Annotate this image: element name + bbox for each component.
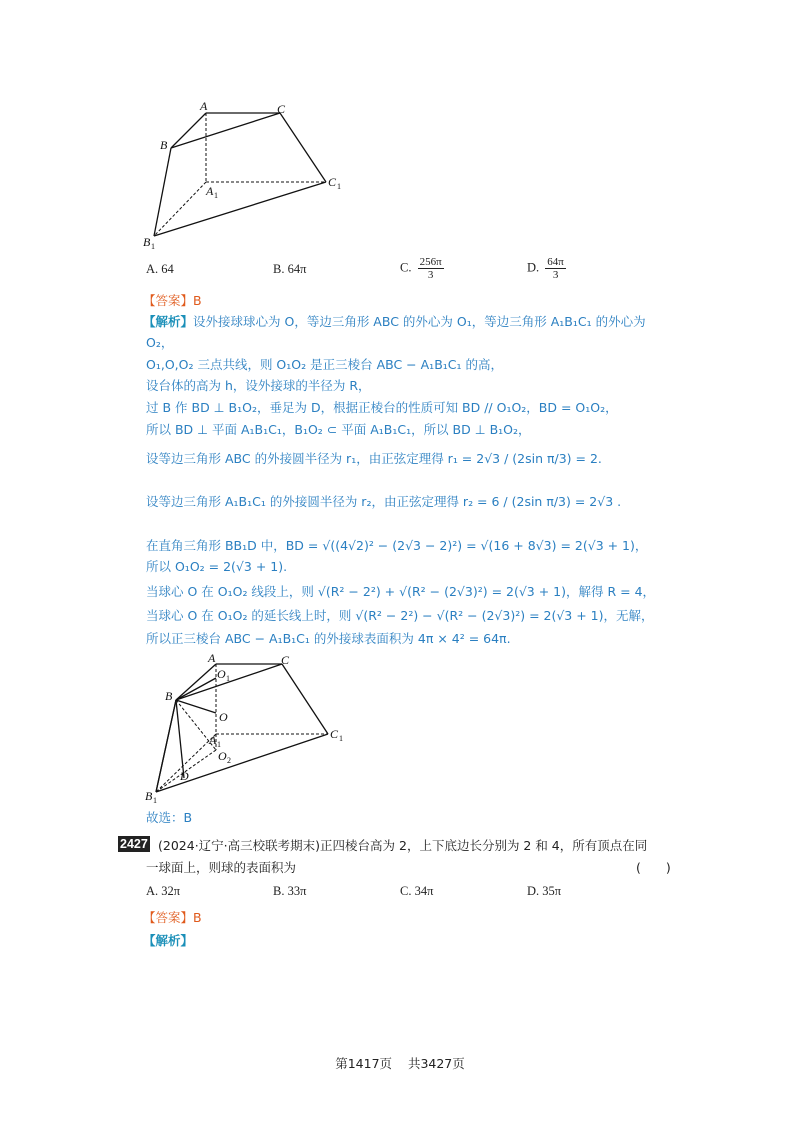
page-total: 共3427页 bbox=[407, 1056, 465, 1071]
figure-truncated-pyramid-2 bbox=[140, 650, 360, 805]
label-O2-sub: 2 bbox=[227, 756, 231, 765]
q2-solution bbox=[143, 930, 193, 949]
label-O1-sub: 1 bbox=[226, 674, 230, 683]
q1-option-c-prefix: C. bbox=[400, 260, 412, 275]
answer-value: B bbox=[193, 910, 202, 925]
solution-line-2: O₁,O,O₂ 三点共线，则 O₁O₂ 是正三棱台 ABC − A₁B₁C₁ 的高， bbox=[146, 357, 503, 372]
answer-value: B bbox=[193, 293, 202, 308]
label-A1: A bbox=[209, 733, 217, 747]
q2-option-c[interactable]: C. 34π bbox=[400, 884, 434, 898]
q1-option-d-num: 64π bbox=[547, 256, 564, 268]
solution-line-4: 过 B 作 BD ⊥ B₁O₂，垂足为 D，根据正棱台的性质可知 BD // O₁O₂，BD = O₁O₂， bbox=[146, 400, 618, 415]
q1-option-d-fraction bbox=[545, 256, 566, 281]
label-B1-sub: 1 bbox=[153, 796, 157, 805]
label-B: B bbox=[165, 689, 173, 703]
label-O2: O bbox=[218, 749, 227, 763]
answer-tag: 【答案】 bbox=[143, 910, 194, 925]
label-O: O bbox=[219, 710, 228, 724]
label-C1-sub: 1 bbox=[337, 182, 341, 191]
solution-line-9: 所以 O₁O₂ = 2(√3 + 1). bbox=[146, 559, 288, 574]
q1-option-d-prefix: D. bbox=[527, 260, 540, 275]
solution-line-12: 所以正三棱台 ABC − A₁B₁C₁ 的外接球表面积为 4π × 4² = 64π. bbox=[146, 631, 511, 646]
q2-option-a[interactable]: A. 32π bbox=[146, 884, 181, 898]
solution-line-0: 【解析】设外接球球心为 O，等边三角形 ABC 的外心为 O₁，等边三角形 A₁B₁C₁ 的外心为 bbox=[143, 314, 646, 329]
page-footer bbox=[0, 1054, 800, 1072]
q2-answer bbox=[143, 907, 202, 926]
answer-blank-paren: ( ) bbox=[636, 860, 671, 875]
label-B: B bbox=[160, 138, 168, 152]
figure-truncated-pyramid-1 bbox=[140, 100, 360, 250]
q1-option-c-fraction bbox=[418, 256, 444, 281]
label-C: C bbox=[281, 653, 290, 667]
solution-line-1: O₂， bbox=[146, 335, 174, 350]
solution-tag: 【解析】 bbox=[143, 933, 194, 948]
label-C1: C bbox=[330, 727, 339, 741]
q1-option-c[interactable] bbox=[400, 256, 444, 281]
label-A1-sub: 1 bbox=[214, 191, 218, 200]
solution-line-6: 设等边三角形 ABC 的外接圆半径为 r₁，由正弦定理得 r₁ = 2√3 / (2sin π/3) = 2. bbox=[146, 451, 602, 466]
q2-option-b[interactable]: B. 33π bbox=[273, 884, 307, 898]
label-A1: A bbox=[206, 184, 214, 198]
label-B1: B bbox=[145, 789, 153, 803]
label-O1: O bbox=[217, 667, 226, 681]
q1-conclusion: 故选：B bbox=[146, 810, 193, 825]
solution-tag: 【解析】 bbox=[143, 314, 194, 329]
label-C: C bbox=[277, 102, 286, 116]
question-text-line-2: 一球面上，则球的表面积为 bbox=[146, 860, 297, 875]
solution-line-8: 在直角三角形 BB₁D 中，BD = √((4√2)² − (2√3 − 2)²) = √(16 + 8√3) = 2(√3 + 1)， bbox=[146, 538, 648, 553]
label-B1: B bbox=[143, 235, 151, 249]
q1-option-a[interactable]: A. 64 bbox=[146, 262, 174, 276]
q1-option-d[interactable] bbox=[527, 256, 566, 281]
label-A: A bbox=[208, 651, 216, 665]
label-D: D bbox=[180, 769, 189, 783]
solution-line-11: 当球心 O 在 O₁O₂ 的延长线上时，则 √(R² − 2²) − √(R² − (2√3)²) = 2(√3 + 1)，无解， bbox=[146, 608, 654, 623]
label-A1-sub: 1 bbox=[217, 740, 221, 749]
solution-line-7: 设等边三角形 A₁B₁C₁ 的外接圆半径为 r₂，由正弦定理得 r₂ = 6 / (2sin π/3) = 2√3 . bbox=[146, 494, 622, 509]
q1-option-d-den: 3 bbox=[552, 269, 559, 281]
q1-option-b[interactable]: B. 64π bbox=[273, 262, 307, 276]
solution-line-3: 设台体的高为 h，设外接球的半径为 R， bbox=[146, 378, 371, 393]
label-B1-sub: 1 bbox=[151, 242, 155, 250]
q1-option-c-num: 256π bbox=[419, 256, 442, 268]
solution-line-10: 当球心 O 在 O₁O₂ 线段上，则 √(R² − 2²) + √(R² − (2√3)²) = 2(√3 + 1)，解得 R = 4， bbox=[146, 584, 656, 599]
q2-option-d[interactable]: D. 35π bbox=[527, 884, 562, 898]
q1-answer bbox=[143, 290, 202, 309]
label-C1: C bbox=[328, 175, 337, 189]
answer-tag: 【答案】 bbox=[143, 293, 194, 308]
solution-line-5: 所以 BD ⊥ 平面 A₁B₁C₁，B₁O₂ ⊂ 平面 A₁B₁C₁，所以 BD ⊥ B₁O₂， bbox=[146, 422, 531, 437]
label-A: A bbox=[200, 100, 208, 113]
q1-option-c-den: 3 bbox=[427, 269, 434, 281]
label-C1-sub: 1 bbox=[339, 734, 343, 743]
page-number: 第1417页 bbox=[335, 1056, 393, 1071]
question-text-line-1: (2024·辽宁·高三校联考期末)正四棱台高为 2，上下底边长分别为 2 和 4，所有顶点在同 bbox=[158, 838, 648, 853]
question-number-badge: 2427 bbox=[120, 837, 148, 851]
